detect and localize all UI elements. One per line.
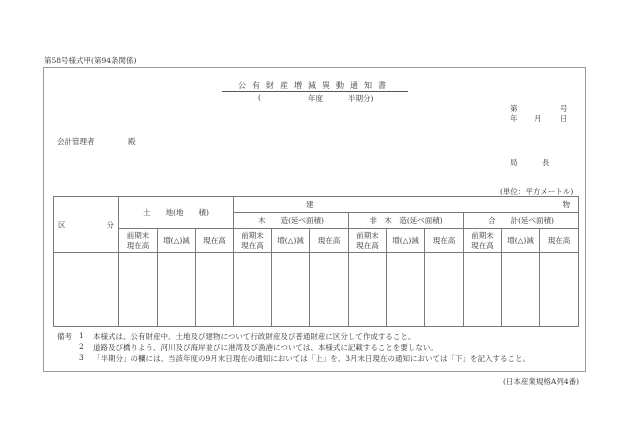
bureau-label: 局	[510, 158, 518, 167]
nonwood-prev-header	[349, 229, 387, 253]
nonwood-change-header: 増(△)減	[387, 229, 425, 253]
land-change-header: 増(△)減	[158, 229, 196, 253]
nonwood-current-header: 現在高	[425, 229, 464, 253]
prev-label2: 現在高	[241, 240, 264, 250]
remark-3-num: 3	[79, 353, 84, 362]
category-label-left: 区	[58, 219, 66, 229]
total-current-header: 現在高	[540, 229, 579, 253]
wood-header: 木 造(延べ面積)	[234, 213, 349, 229]
prev-label: 前期末	[356, 231, 379, 241]
wood-prev-cell[interactable]	[234, 253, 272, 327]
prev-label2: 現在高	[471, 240, 494, 250]
land-prev-header	[119, 229, 158, 253]
prev-label: 前期末	[471, 231, 494, 241]
form-number: 第58号様式甲(第94条関係)	[44, 56, 137, 65]
chief-label: 長	[542, 158, 550, 167]
wood-change-cell[interactable]	[272, 253, 310, 327]
total-prev-cell[interactable]	[464, 253, 502, 327]
land-prev-cell[interactable]	[119, 253, 158, 327]
period-open-paren: (	[258, 93, 261, 102]
prev-label: 前期末	[126, 231, 150, 241]
wood-prev-header	[234, 229, 272, 253]
category-cell[interactable]	[54, 253, 119, 327]
wood-current-cell[interactable]	[310, 253, 349, 327]
building-header	[234, 197, 579, 213]
date-year: 年	[510, 114, 518, 123]
building-label-left: 建	[306, 200, 314, 209]
wood-change-header: 増(△)減	[272, 229, 310, 253]
total-current-cell[interactable]	[540, 253, 579, 327]
remark-2-text: 道路及び橋りよう、河川及び海岸並びに港湾及び漁港については、本様式に記載することを要しない。	[93, 343, 438, 352]
nonwood-prev-cell[interactable]	[349, 253, 387, 327]
date-day: 日	[560, 114, 568, 123]
prev-label: 前期末	[241, 231, 264, 241]
number-suffix: 号	[560, 104, 568, 113]
remark-3-text: 「半期分」の欄には、当該年度の9月末日現在の通知においては「上」を、3月末日現在の通知においては「下」を記入すること。	[93, 354, 531, 363]
property-change-table	[53, 196, 579, 327]
remark-2-num: 2	[79, 342, 84, 351]
building-label-right: 物	[562, 200, 571, 209]
remark-1-text: 本様式は、公有財産中、土地及び建物について行政財産及び普通財産に区分して作成すること。	[93, 332, 416, 341]
nonwood-current-cell[interactable]	[425, 253, 464, 327]
nonwood-change-cell[interactable]	[387, 253, 425, 327]
total-change-header: 増(△)減	[502, 229, 540, 253]
date-month: 月	[534, 114, 542, 123]
addressee-honorific: 殿	[128, 137, 136, 146]
prev-label2: 現在高	[356, 240, 379, 250]
unit-note: (単位：平方メートル)	[500, 187, 574, 196]
total-header: 合 計(延べ面積)	[464, 213, 579, 229]
addressee-title: 会計管理者	[57, 137, 95, 146]
title-underline	[222, 91, 408, 92]
land-current-cell[interactable]	[196, 253, 234, 327]
table-row	[54, 253, 579, 327]
document-title: 公有財産増減異動通知書	[238, 81, 392, 90]
total-change-cell[interactable]	[502, 253, 540, 327]
number-prefix: 第	[510, 104, 518, 113]
land-change-cell[interactable]	[158, 253, 196, 327]
half-period-label: 半期分)	[348, 94, 374, 103]
land-header: 土 地(地 積)	[119, 197, 234, 229]
category-label-right: 分	[106, 219, 114, 229]
remarks-label: 備考	[57, 332, 72, 341]
fiscal-year-label: 年度	[308, 94, 323, 103]
wood-current-header: 現在高	[310, 229, 349, 253]
paper-size-note: (日本産業規格A列4番)	[503, 377, 580, 386]
prev-label2: 現在高	[126, 240, 150, 250]
total-prev-header	[464, 229, 502, 253]
land-current-header: 現在高	[196, 229, 234, 253]
remark-1-num: 1	[79, 331, 84, 340]
nonwood-header: 非 木 造(延べ面積)	[349, 213, 464, 229]
category-header	[54, 197, 119, 253]
